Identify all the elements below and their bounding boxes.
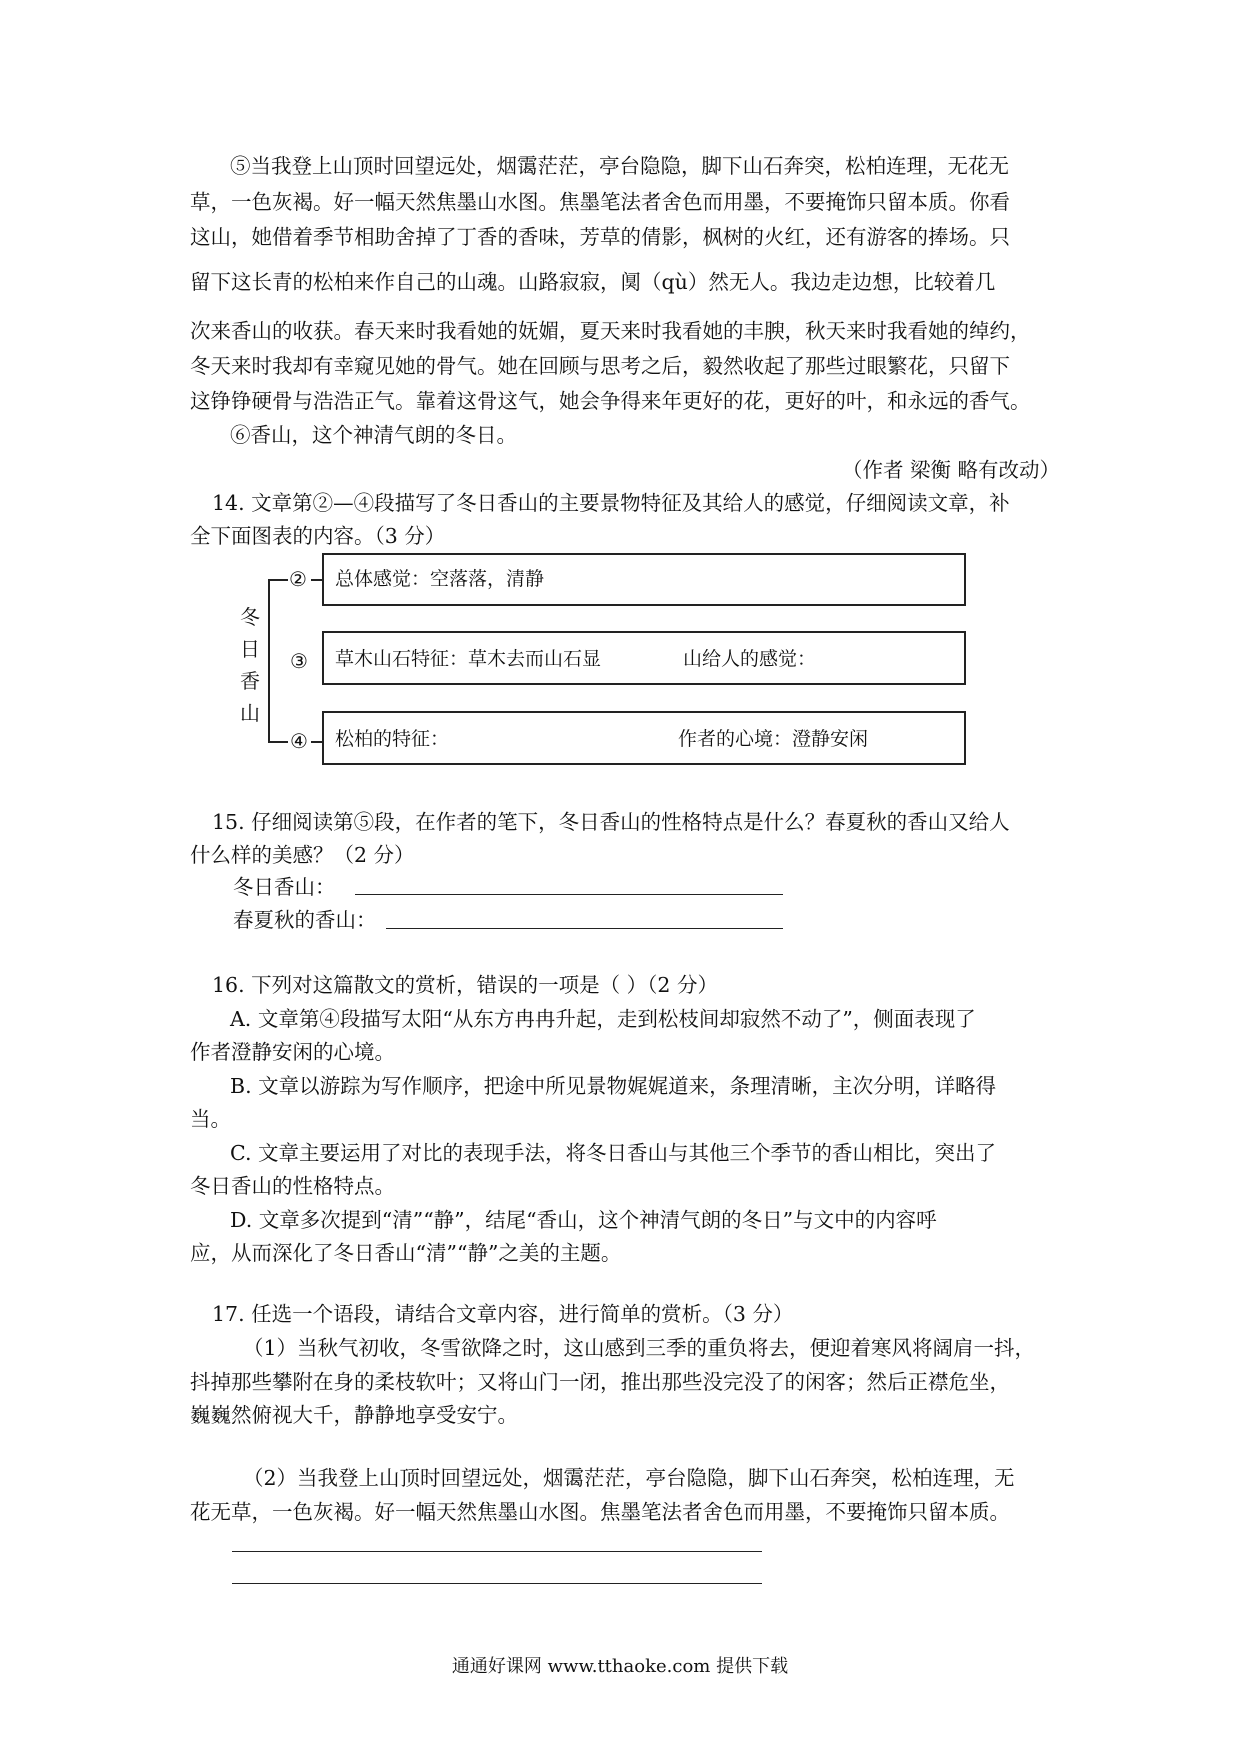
q16-option: C. 文章主要运用了对比的表现手法，将冬日香山与其他三个季节的香山相比，突出了 (230, 1141, 996, 1165)
diagram-row-text: 草木山石特征：草木去而山石显 (335, 648, 602, 670)
answer-blank[interactable] (232, 1551, 762, 1552)
passage-line: ⑤当我登上山顶时回望远处，烟霭茫茫，亭台隐隐，脚下山石奔突，松柏连理，无花无 (230, 154, 1009, 178)
answer-label: 春夏秋的香山： (233, 908, 377, 932)
q16-option: A. 文章第④段描写太阳“从东方冉冉升起，走到松枝间却寂然不动了”，侧面表现了 (230, 1007, 976, 1031)
passage-line: 草，一色灰褐。好一幅天然焦墨山水图。焦墨笔法者舍色而用墨，不要掩饰只留本质。你看 (190, 190, 1010, 214)
q17-excerpt: 花无草，一色灰褐。好一幅天然焦墨山水图。焦墨笔法者舍色而用墨，不要掩饰只留本质。 (190, 1500, 1010, 1524)
diagram-root-char: 山 (240, 701, 260, 725)
passage-line: 这铮铮硬骨与浩浩正气。靠着这骨这气，她会争得来年更好的花，更好的叶，和永远的香气。 (190, 389, 1031, 413)
answer-blank[interactable] (386, 928, 783, 929)
q16-option: D. 文章多次提到“清”“静”，结尾“香山，这个神清气朗的冬日”与文中的内容呼 (230, 1208, 937, 1232)
answer-blank[interactable] (355, 894, 783, 895)
q17-excerpt: 巍巍然俯视大千，静静地享受安宁。 (190, 1403, 518, 1427)
diagram-root-char: 冬 (240, 605, 260, 629)
q16-stem: 16. 下列对这篇散文的赏析，错误的一项是（ ）（2 分） (212, 973, 718, 997)
passage-line: 这山，她借着季节相助舍掉了丁香的香味，芳草的倩影，枫树的火红，还有游客的捧场。只 (190, 225, 1010, 249)
diagram-row-text: 山给人的感觉： (683, 648, 817, 670)
passage-line: 次来香山的收获。春天来时我看她的妩媚，夏天来时我看她的丰腴，秋天来时我看她的绰约， (190, 319, 1031, 343)
diagram-row-number: ④ (290, 729, 308, 753)
answer-label: 冬日香山： (233, 875, 336, 899)
diagram-row-number: ③ (290, 649, 308, 673)
q14-stem: 14. 文章第②—④段描写了冬日香山的主要景物特征及其给人的感觉，仔细阅读文章，补 (212, 491, 1010, 515)
q15-stem: 什么样的美感？（2 分） (190, 843, 415, 867)
diagram-row-text: 松柏的特征： (335, 728, 450, 750)
diagram-row-text: 总体感觉：空落落，清静 (335, 568, 545, 590)
diagram-connector (268, 579, 270, 742)
answer-blank[interactable] (232, 1583, 762, 1584)
q16-option: 冬日香山的性格特点。 (190, 1174, 395, 1198)
q17-excerpt: 抖掉那些攀附在身的柔枝软叶；又将山门一闭，推出那些没完没了的闲客；然后正襟危坐， (190, 1370, 1010, 1394)
q17-excerpt: （1）当秋气初收，冬雪欲降之时，这山感到三季的重负将去，便迎着寒风将阔肩一抖， (243, 1336, 1036, 1360)
q16-option: 应，从而深化了冬日香山“清”“静”之美的主题。 (190, 1241, 622, 1265)
passage-line: 冬天来时我却有幸窥见她的骨气。她在回顾与思考之后，毅然收起了那些过眼繁花，只留下 (190, 354, 1010, 378)
diagram-connector (268, 741, 288, 743)
q17-excerpt: （2）当我登上山顶时回望远处，烟霭茫茫，亭台隐隐，脚下山石奔突，松柏连理，无 (243, 1466, 1015, 1490)
diagram-connector (268, 579, 288, 581)
attribution: （作者 梁衡 略有改动） (841, 458, 1060, 482)
passage-line: 留下这长青的松柏来作自己的山魂。山路寂寂，阒（qù）然无人。我边走边想，比较着几 (190, 270, 996, 294)
q16-option: 作者澄静安闲的心境。 (190, 1040, 395, 1064)
diagram-row-text: 作者的心境：澄静安闲 (678, 728, 869, 750)
q16-option: 当。 (190, 1107, 231, 1131)
q16-option: B. 文章以游踪为写作顺序，把途中所见景物娓娓道来，条理清晰，主次分明，详略得 (230, 1074, 997, 1098)
q17-stem: 17. 任选一个语段，请结合文章内容，进行简单的赏析。（3 分） (212, 1302, 794, 1326)
page-footer: 通通好课网 www.tthaoke.com 提供下载 (451, 1656, 789, 1677)
diagram-root-char: 香 (240, 669, 260, 693)
q15-stem: 15. 仔细阅读第⑤段，在作者的笔下，冬日香山的性格特点是什么？春夏秋的香山又给人 (212, 810, 1010, 834)
diagram-row-number: ② (289, 567, 307, 591)
passage-p6: ⑥香山，这个神清气朗的冬日。 (230, 423, 517, 447)
diagram-root-char: 日 (240, 637, 260, 661)
q14-stem: 全下面图表的内容。（3 分） (190, 524, 446, 548)
